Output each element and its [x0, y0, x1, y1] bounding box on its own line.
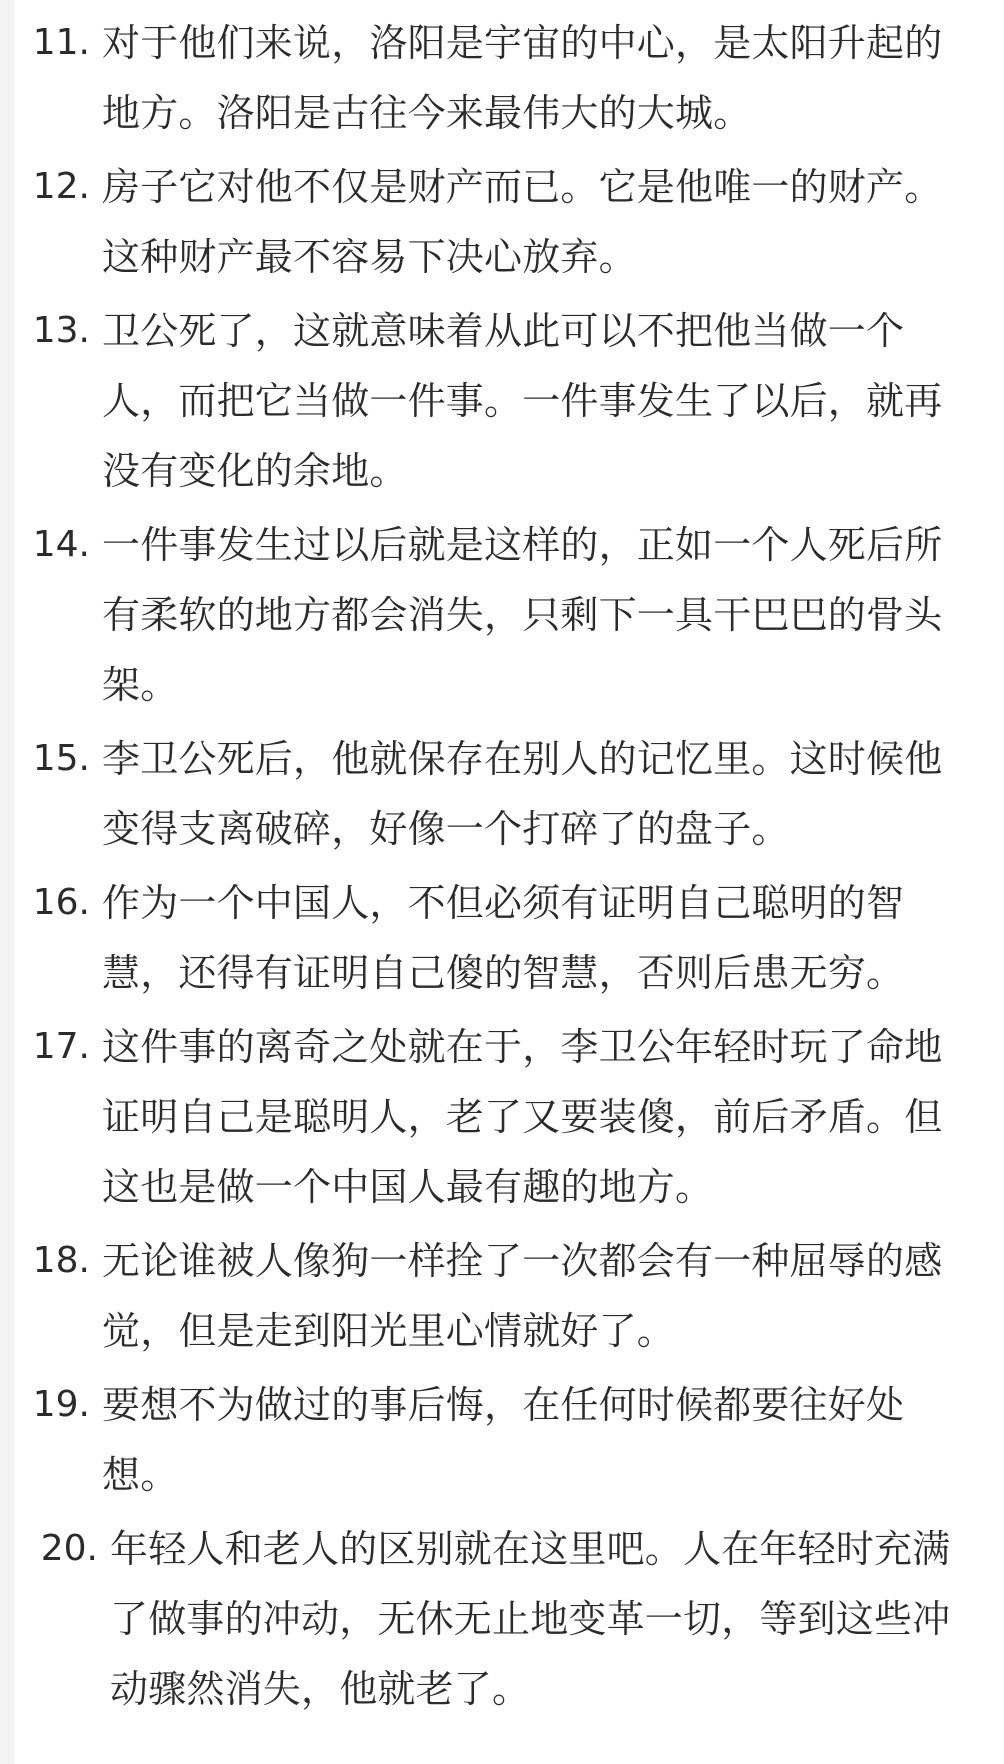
item-text: 李卫公死后，他就保存在别人的记忆里。这时候他变得支离破碎，好像一个打碎了的盘子。	[102, 737, 943, 851]
list-item	[0, 1226, 1004, 1366]
item-text: 无论谁被人像狗一样拴了一次都会有一种屈辱的感觉，但是走到阳光里心情就好了。	[102, 1239, 943, 1353]
item-number: 15.	[32, 738, 90, 779]
list-item	[0, 152, 1004, 292]
list-item	[0, 8, 1004, 148]
item-number: 13.	[32, 310, 90, 351]
list-item	[0, 296, 1004, 506]
list-item	[0, 510, 1004, 720]
list-item	[0, 1012, 1004, 1222]
item-text: 年轻人和老人的区别就在这里吧。人在年轻时充满了做事的冲动，无休无止地变革一切，等到这些冲动骤然消失，他就老了。	[110, 1527, 951, 1711]
item-number: 20.	[40, 1528, 98, 1569]
item-number: 16.	[32, 882, 90, 923]
list-item	[0, 1370, 1004, 1510]
list-item	[0, 868, 1004, 1008]
item-number: 14.	[32, 524, 90, 565]
item-text: 房子它对他不仅是财产而已。它是他唯一的财产。这种财产最不容易下决心放弃。	[102, 165, 943, 279]
list-item	[0, 1514, 1004, 1724]
item-number: 18.	[32, 1240, 90, 1281]
item-number: 19.	[32, 1384, 90, 1425]
item-text: 一件事发生过以后就是这样的，正如一个人死后所有柔软的地方都会消失，只剩下一具干巴巴的骨头架。	[102, 523, 943, 707]
item-text: 卫公死了，这就意味着从此可以不把他当做一个人，而把它当做一件事。一件事发生了以后，就再没有变化的余地。	[102, 309, 943, 493]
item-number: 12.	[32, 166, 90, 207]
quote-list	[0, 8, 1004, 1728]
item-text: 这件事的离奇之处就在于，李卫公年轻时玩了命地证明自己是聪明人，老了又要装傻，前后矛盾。但这也是做一个中国人最有趣的地方。	[102, 1025, 943, 1209]
item-number: 17.	[32, 1026, 90, 1067]
item-number: 11.	[32, 22, 90, 63]
item-text: 要想不为做过的事后悔，在任何时候都要往好处想。	[102, 1383, 905, 1497]
item-text: 对于他们来说，洛阳是宇宙的中心，是太阳升起的地方。洛阳是古往今来最伟大的大城。	[102, 21, 943, 135]
item-text: 作为一个中国人，不但必须有证明自己聪明的智慧，还得有证明自己傻的智慧，否则后患无穷。	[102, 881, 905, 995]
list-item	[0, 724, 1004, 864]
